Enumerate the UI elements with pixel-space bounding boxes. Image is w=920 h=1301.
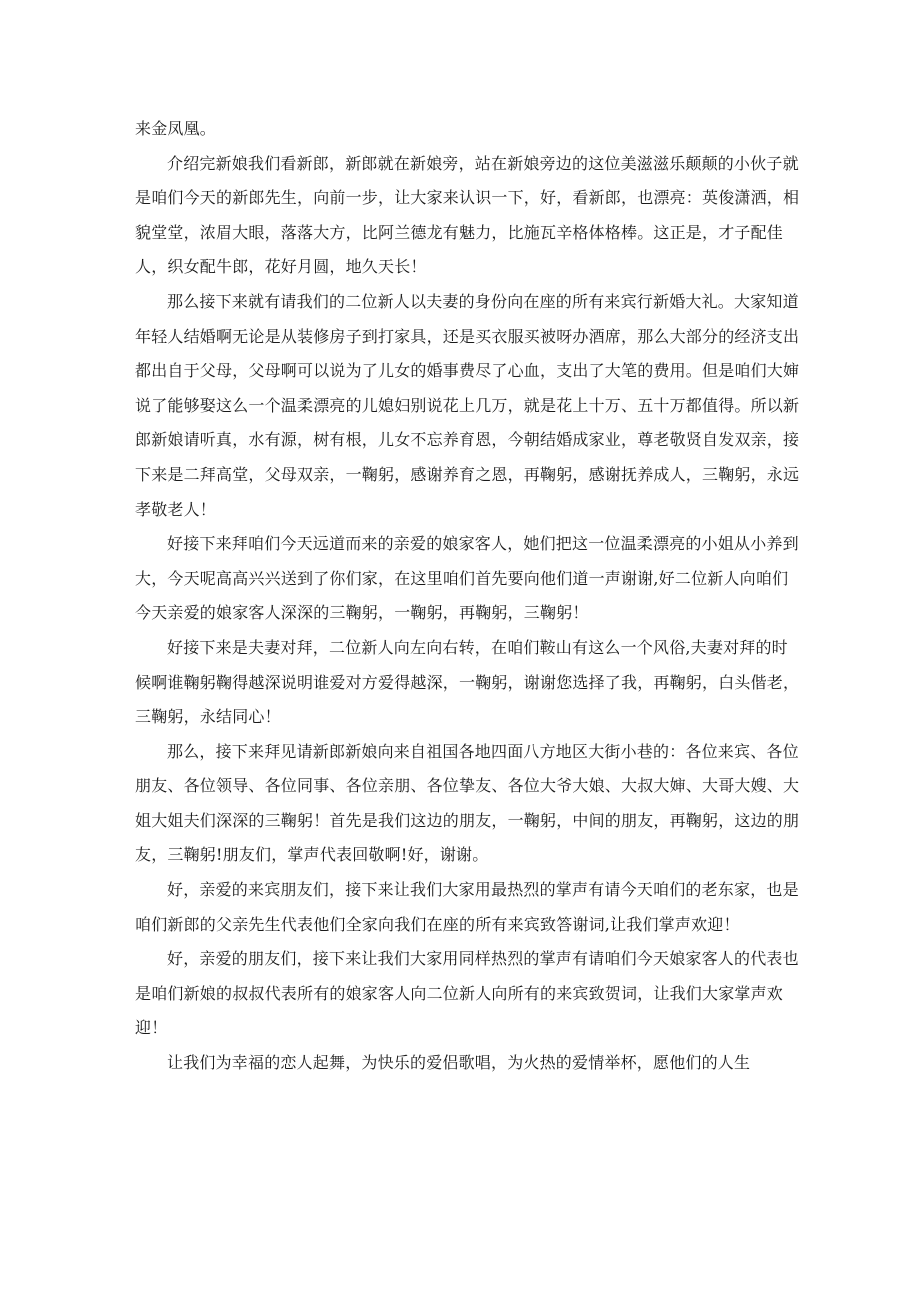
paragraph-uncle-speech: 好，亲爱的朋友们，接下来让我们大家用同样热烈的掌声有请咱们今天娘家客人的代表也是咱们新娘的叔叔代表所有的娘家客人向二位新人向所有的来宾致贺词，让我们大家掌声欢迎！ bbox=[135, 949, 799, 1038]
paragraph-continuation: 来金凤凰。 bbox=[135, 119, 217, 138]
document-body bbox=[135, 112, 800, 1081]
paragraph-bow-to-bride-family: 好接下来拜咱们今天远道而来的亲爱的娘家客人，她们把这一位温柔漂亮的小姐从小养到大，今天呢高高兴兴送到了你们家，在这里咱们首先要向他们道一声谢谢,好二位新人向咱们今天亲爱的娘家客人深深的三鞠躬，一鞠躬，再鞠躬，三鞠躬！ bbox=[135, 534, 799, 623]
paragraph-bow-to-parents: 那么接下来就有请我们的二位新人以夫妻的身份向在座的所有来宾行新婚大礼。大家知道年轻人结婚啊无论是从装修房子到打家具，还是买衣服买被呀办酒席，那么大部分的经济支出都出自于父母，父母啊可以说为了儿女的婚事费尽了心血，支出了大笔的费用。但是咱们大婶说了能够娶这么一个温柔漂亮的儿媳妇别说花上几万，就是花上十万、五十万都值得。所以新郎新娘请听真，水有源，树有根，儿女不忘养育恩，今朝结婚成家业，尊老敬贤自发双亲，接下来是二拜高堂，父母双亲，一鞠躬，感谢养育之恩，再鞠躬，感谢抚养成人，三鞠躬，永远孝敬老人！ bbox=[135, 291, 800, 519]
paragraph-couple-bow: 好接下来是夫妻对拜，二位新人向左向右转，在咱们鞍山有这么一个风俗,夫妻对拜的时候啊谁鞠躬鞠得越深说明谁爱对方爱得越深，一鞠躬，谢谢您选择了我，再鞠躬，白头偕老，三鞠躬，永结同心！ bbox=[135, 637, 800, 727]
paragraph-father-speech: 好，亲爱的来宾朋友们，接下来让我们大家用最热烈的掌声有请今天咱们的老东家，也是咱们新郎的父亲先生代表他们全家向我们在座的所有来宾致答谢词,让我们掌声欢迎！ bbox=[135, 880, 799, 934]
paragraph-groom-introduction: 介绍完新娘我们看新郎，新郎就在新娘旁，站在新娘旁边的这位美滋滋乐颠颠的小伙子就是咱们今天的新郎先生，向前一步，让大家来认识一下，好，看新郎，也漂亮：英俊潇洒，相貌堂堂，浓眉大眼，落落大方，比阿兰德龙有魅力，比施瓦辛格体格棒。这正是，才子配佳人，织女配牛郎，花好月圆，地久天长！ bbox=[135, 153, 800, 277]
paragraph-bow-to-guests: 那么，接下来拜见请新郎新娘向来自祖国各地四面八方地区大街小巷的：各位来宾、各位朋友、各位领导、各位同事、各位亲朋、各位挚友、各位大爷大娘、大叔大婶、大哥大嫂、大姐大姐夫们深深的三鞠躬！首先是我们这边的朋友，一鞠躬，中间的朋友，再鞠躬，这边的朋友，三鞠躬!朋友们，掌声代表回敬啊!好，谢谢。 bbox=[135, 741, 800, 865]
paragraph-closing-toast: 让我们为幸福的恋人起舞，为快乐的爱侣歌唱，为火热的爱情举杯，愿他们的人生 bbox=[167, 1053, 751, 1073]
